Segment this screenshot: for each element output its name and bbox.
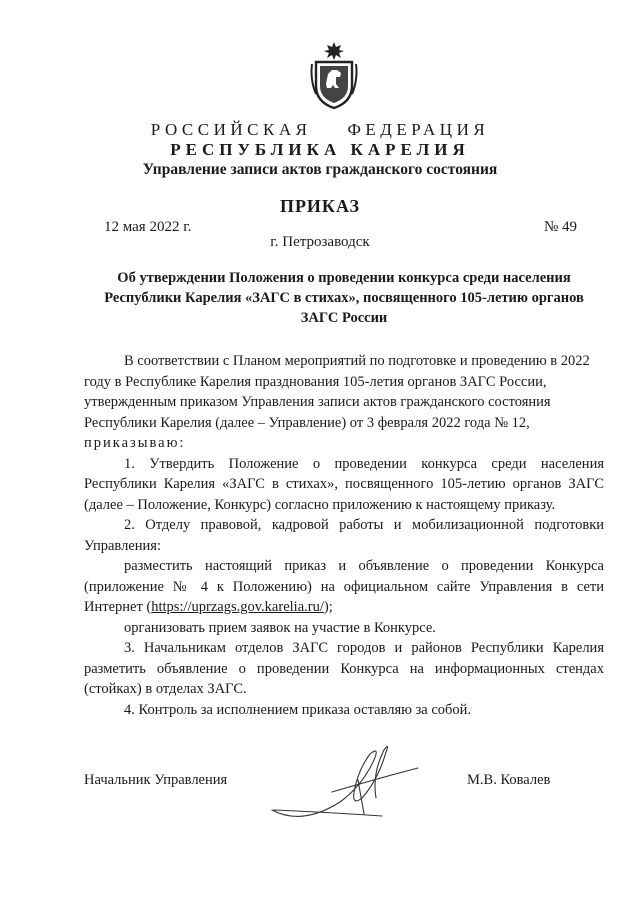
order-city: г. Петрозаводск [270,234,370,250]
order-body [84,351,604,720]
subject-line: Об утверждении Положения о проведении конкурса среди населения [117,270,571,286]
paragraph-item-4: 4. Контроль за исполнением приказа оставляю за собой. [124,701,472,718]
item-2a-text: разместить настоящий приказ и объявление о проведении Конкурса (приложение № 4 к Положению) на официальном сайте Управления в сети Интернет ( [84,558,604,615]
paragraph-item-2b: организовать прием заявок на участие в Конкурсе. [124,619,436,636]
subject-line: ЗАГС России [300,310,388,326]
paragraph-item-2: 2. Отделу правовой, кадровой работы и мобилизационной подготовки Управления: [84,517,604,554]
item-2a-end: ); [323,599,333,615]
paragraph-item-1: 1. Утвердить Положение о проведении конкурса среди населения Республики Карелия «ЗАГС в стихах», посвященного 105-летию органов ЗАГС (далее – Положение, Конкурс) согласно приложению к настоящему приказу. [84,455,604,513]
document-title: ПРИКАЗ [279,196,361,216]
paragraph-item-3: 3. Начальникам отделов ЗАГС городов и районов Республики Карелия разметить объявление о проведении Конкурса на информационных стендах (стойках) в отделах ЗАГС. [84,640,604,697]
country-header [0,120,640,140]
country-word-1: РОССИЙСКАЯ [150,120,312,139]
order-date: 12 мая 2022 г. [104,219,192,235]
paragraph-item-2a [84,556,604,618]
coat-of-arms-icon [308,40,360,110]
handwritten-signature [262,740,422,830]
signatory-name: М.В. Ковалев [467,772,551,788]
subject-line: Республики Карелия «ЗАГС в стихах», посвященного 105-летию органов [104,290,584,306]
order-number: № 49 [544,219,578,235]
paragraph-preamble [84,351,604,454]
republic-header: РЕСПУБЛИКА КАРЕЛИЯ [170,140,470,159]
signatory-position: Начальник Управления [84,772,228,788]
country-word-2: ФЕДЕРАЦИЯ [347,120,490,139]
agency-header: Управление записи актов гражданского состояния [142,161,498,178]
website-link[interactable]: https://uprzags.gov.karelia.ru/ [151,599,324,615]
order-verb: приказываю: [84,435,186,451]
order-subject [84,268,604,328]
preamble-text: В соответствии с Планом мероприятий по подготовке и проведению в 2022 году в Республике Карелия празднования 105-летия органов ЗАГС России, утвержденным приказом Управления записи актов гражданского состояния Республики Карелия (далее – Управление) от 3 февраля 2022 года № 12, [84,353,590,431]
